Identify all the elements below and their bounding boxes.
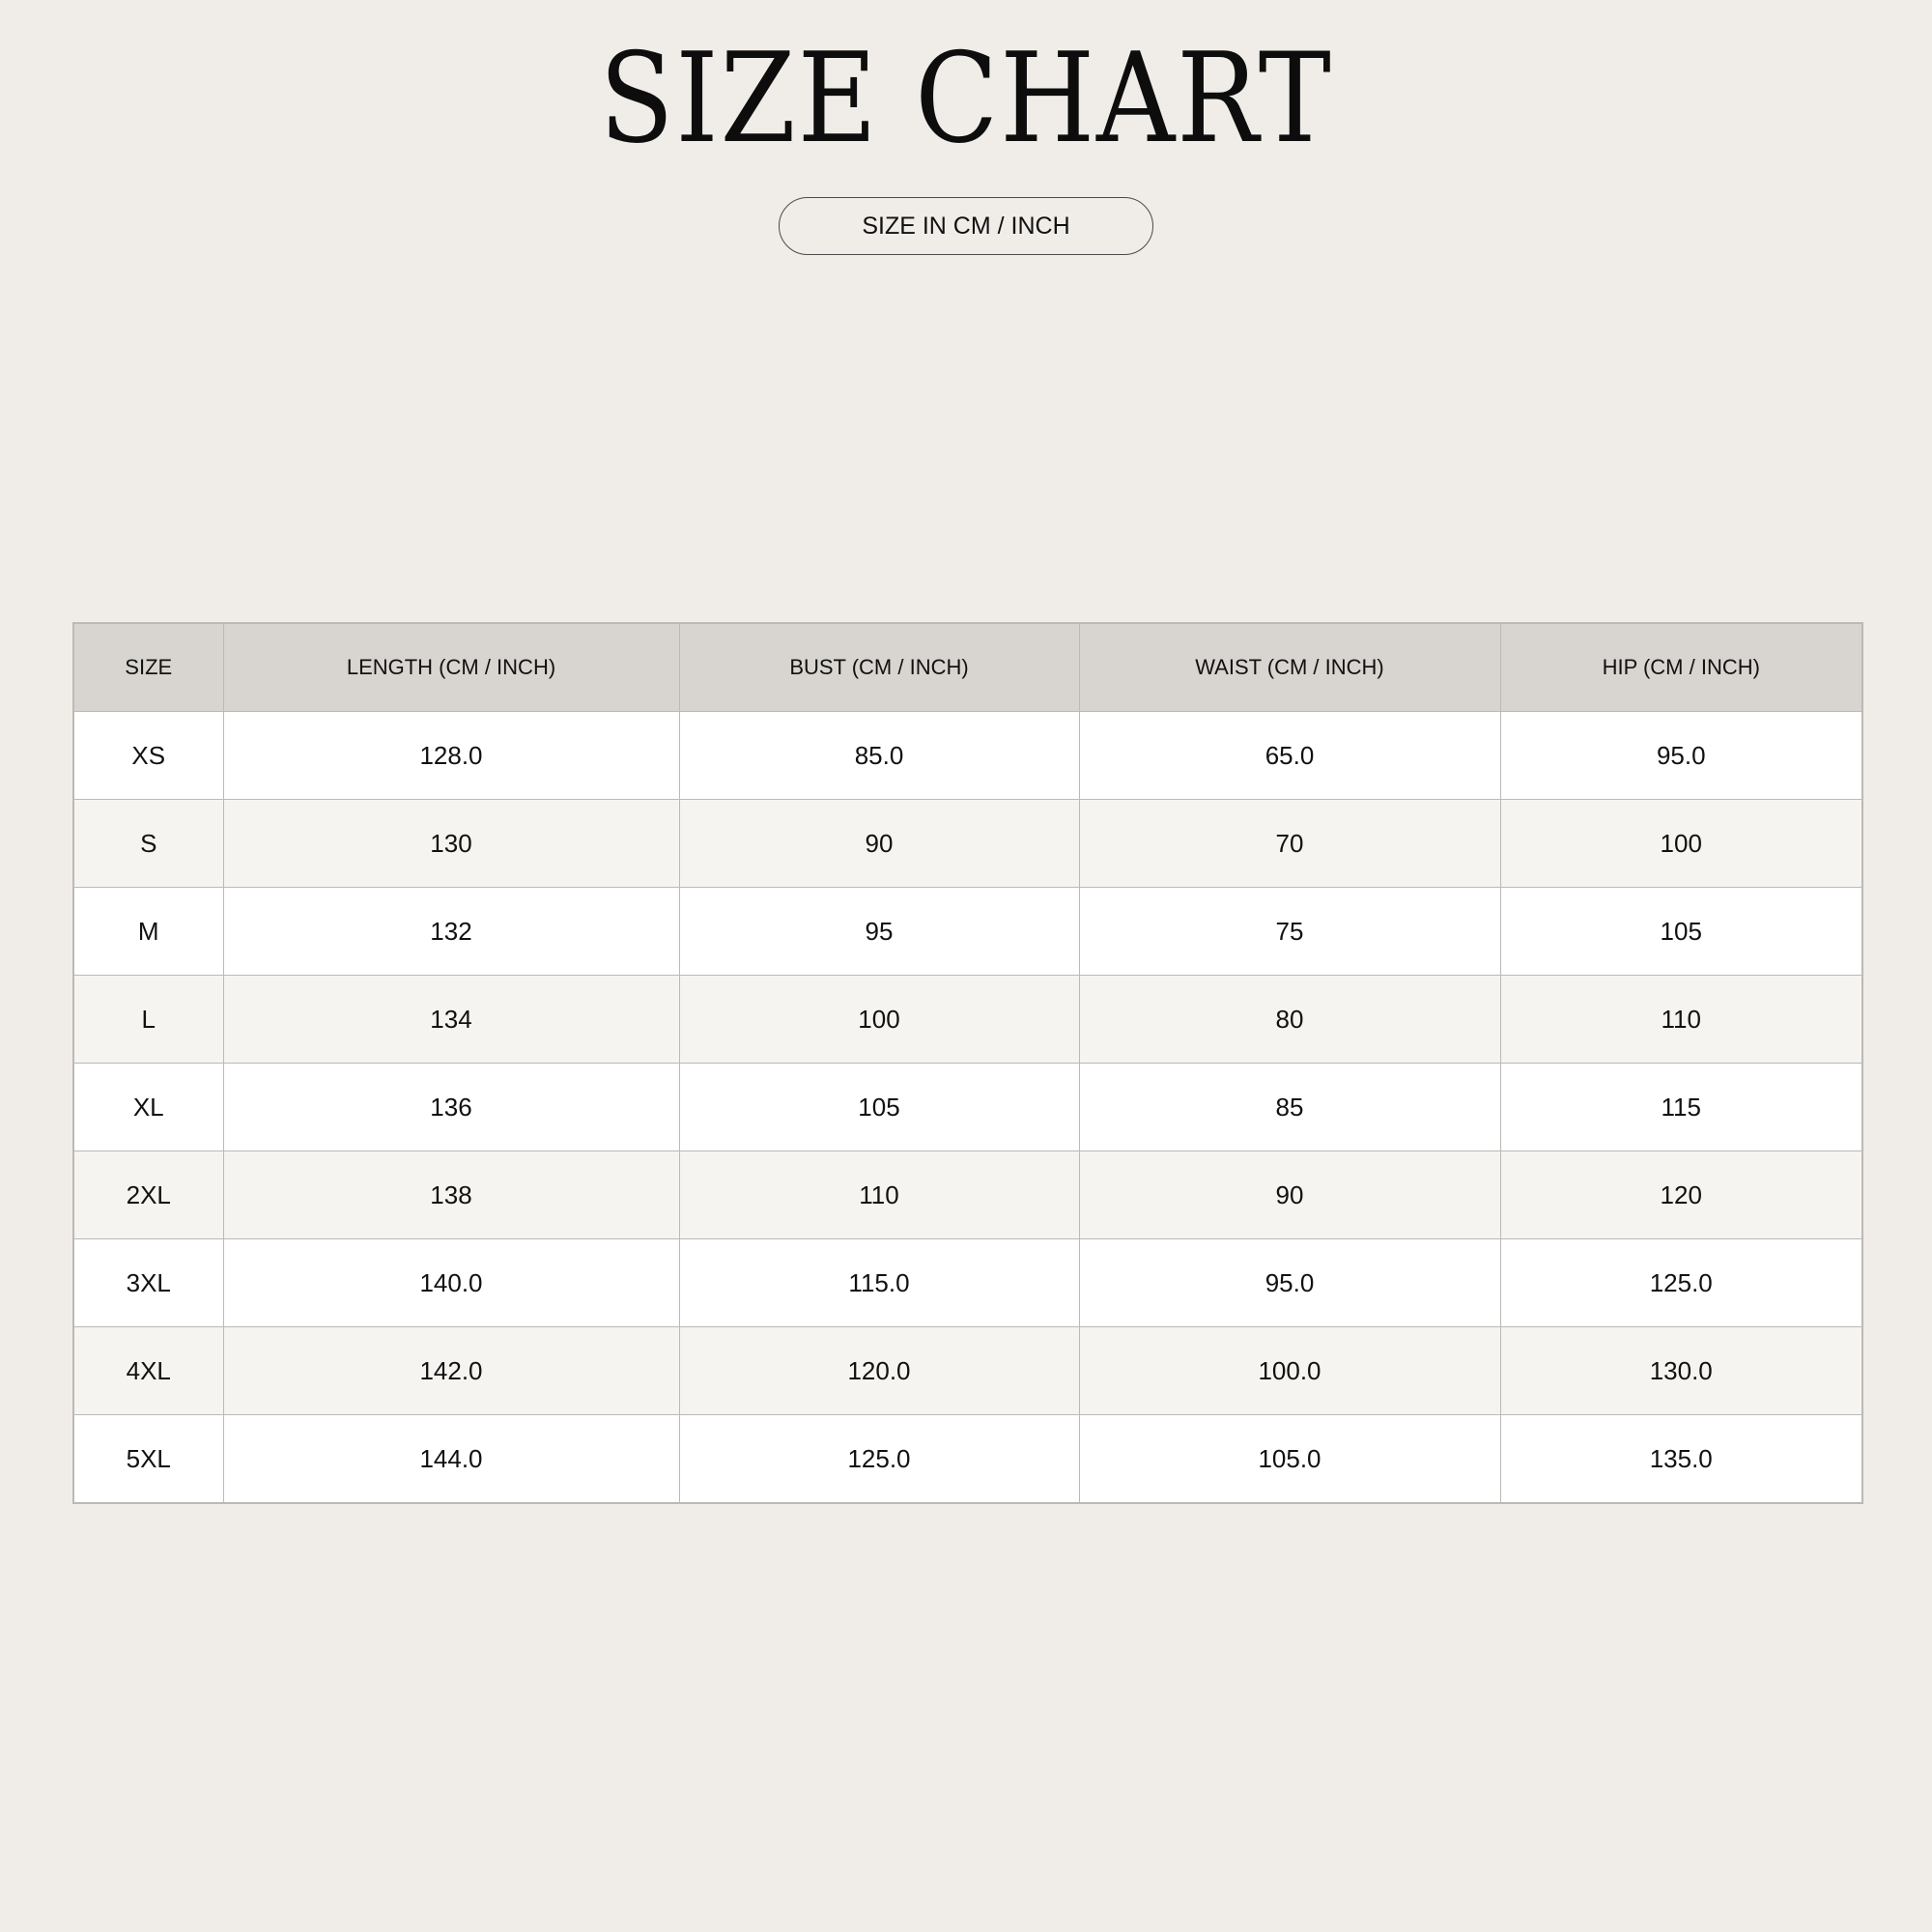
bust-cell: 95 [679, 888, 1079, 976]
waist-cell: 90 [1079, 1151, 1500, 1239]
waist-cell: 75 [1079, 888, 1500, 976]
unit-label-badge: SIZE IN CM / INCH [779, 197, 1153, 255]
waist-cell: 85 [1079, 1064, 1500, 1151]
size-cell: S [73, 800, 223, 888]
size-cell: 5XL [73, 1415, 223, 1504]
table-row [73, 1239, 1862, 1327]
waist-cell: 95.0 [1079, 1239, 1500, 1327]
bust-cell: 100 [679, 976, 1079, 1064]
bust-cell: 85.0 [679, 712, 1079, 800]
length-cell: 138 [223, 1151, 679, 1239]
length-cell: 144.0 [223, 1415, 679, 1504]
length-cell: 132 [223, 888, 679, 976]
bust-cell: 125.0 [679, 1415, 1079, 1504]
size-cell: M [73, 888, 223, 976]
page-title: SIZE CHART [599, 27, 1333, 171]
bust-cell: 110 [679, 1151, 1079, 1239]
hip-cell: 135.0 [1500, 1415, 1862, 1504]
length-cell: 140.0 [223, 1239, 679, 1327]
length-cell: 142.0 [223, 1327, 679, 1415]
column-header-bust: BUST (CM / INCH) [679, 623, 1079, 712]
table-row [73, 888, 1862, 976]
column-header-length: LENGTH (CM / INCH) [223, 623, 679, 712]
size-table [72, 622, 1863, 1504]
size-cell: L [73, 976, 223, 1064]
column-header-size: SIZE [73, 623, 223, 712]
size-cell: XS [73, 712, 223, 800]
hip-cell: 115 [1500, 1064, 1862, 1151]
table-row [73, 1064, 1862, 1151]
size-cell: 4XL [73, 1327, 223, 1415]
table-row [73, 712, 1862, 800]
waist-cell: 65.0 [1079, 712, 1500, 800]
bust-cell: 90 [679, 800, 1079, 888]
table-row [73, 1415, 1862, 1504]
table-row [73, 1327, 1862, 1415]
bust-cell: 105 [679, 1064, 1079, 1151]
table-body [73, 712, 1862, 1504]
length-cell: 136 [223, 1064, 679, 1151]
size-cell: 3XL [73, 1239, 223, 1327]
waist-cell: 105.0 [1079, 1415, 1500, 1504]
table-row [73, 800, 1862, 888]
length-cell: 128.0 [223, 712, 679, 800]
size-cell: 2XL [73, 1151, 223, 1239]
size-cell: XL [73, 1064, 223, 1151]
hip-cell: 125.0 [1500, 1239, 1862, 1327]
table-row [73, 1151, 1862, 1239]
waist-cell: 80 [1079, 976, 1500, 1064]
hip-cell: 120 [1500, 1151, 1862, 1239]
bust-cell: 120.0 [679, 1327, 1079, 1415]
table-row [73, 976, 1862, 1064]
hip-cell: 95.0 [1500, 712, 1862, 800]
column-header-waist: WAIST (CM / INCH) [1079, 623, 1500, 712]
hip-cell: 130.0 [1500, 1327, 1862, 1415]
hip-cell: 105 [1500, 888, 1862, 976]
table-header-row [73, 623, 1862, 712]
bust-cell: 115.0 [679, 1239, 1079, 1327]
waist-cell: 70 [1079, 800, 1500, 888]
column-header-hip: HIP (CM / INCH) [1500, 623, 1862, 712]
length-cell: 134 [223, 976, 679, 1064]
hip-cell: 100 [1500, 800, 1862, 888]
hip-cell: 110 [1500, 976, 1862, 1064]
waist-cell: 100.0 [1079, 1327, 1500, 1415]
length-cell: 130 [223, 800, 679, 888]
